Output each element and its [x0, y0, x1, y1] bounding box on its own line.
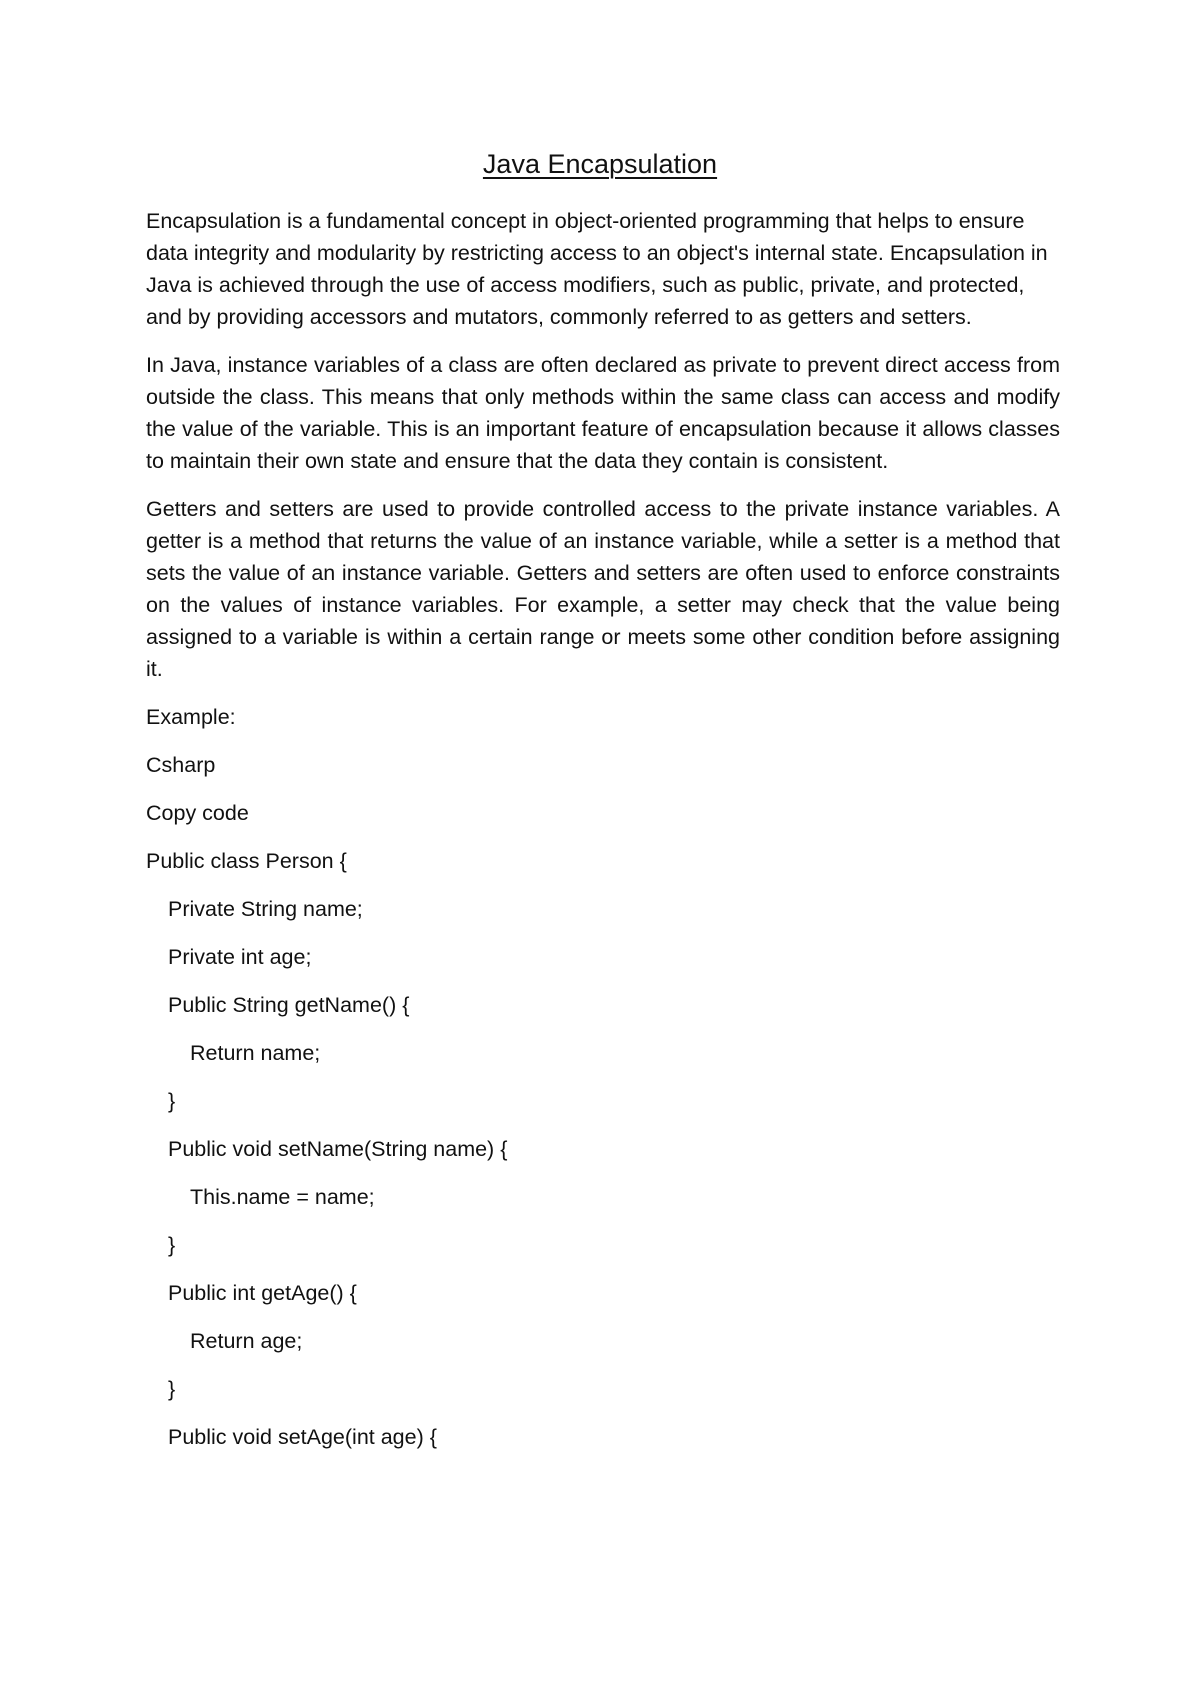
language-label: Csharp [146, 753, 216, 777]
code-line: Public class Person { [146, 849, 347, 873]
code-line: } [168, 1377, 176, 1401]
code-line: Return name; [190, 1041, 321, 1065]
copy-code-label: Copy code [146, 801, 249, 825]
paragraph-private-variables: In Java, instance variables of a class are often declared as private to prevent direct access from outside the class. This means that only methods within the same class can access and modify the value of the variable. This is an important feature of encapsulation because it allows classes to maintain their own state and ensure that the data they contain is consistent. [146, 353, 1060, 473]
paragraph-intro: Encapsulation is a fundamental concept in object-oriented programming that helps to ensure data integrity and modularity by restricting access to an object's internal state. Encapsulation in Java is achieved through the use of access modifiers, such as public, private, and protected, and by providing accessors and mutators, commonly referred to as getters and setters. [146, 209, 1048, 329]
code-line: Private String name; [168, 897, 363, 921]
code-line: Private int age; [168, 945, 312, 969]
code-line: } [168, 1089, 176, 1113]
code-line: Public String getName() { [168, 993, 410, 1017]
code-line: Return age; [190, 1329, 303, 1353]
example-label: Example: [146, 705, 236, 729]
document-body [146, 205, 1060, 1469]
code-line: Public void setName(String name) { [168, 1137, 508, 1161]
code-line: } [168, 1233, 176, 1257]
paragraph-getters-setters: Getters and setters are used to provide controlled access to the private instance variables. A getter is a method that returns the value of an instance variable, while a setter is a method that sets the value of an instance variable. Getters and setters are often used to enforce constraints on the values of instance variables. For example, a setter may check that the value being assigned to a variable is within a certain range or meets some other condition before assigning it. [146, 497, 1060, 681]
code-line: This.name = name; [190, 1185, 375, 1209]
code-line: Public int getAge() { [168, 1281, 357, 1305]
code-line: Public void setAge(int age) { [168, 1425, 437, 1449]
document-title: Java Encapsulation [482, 149, 718, 179]
